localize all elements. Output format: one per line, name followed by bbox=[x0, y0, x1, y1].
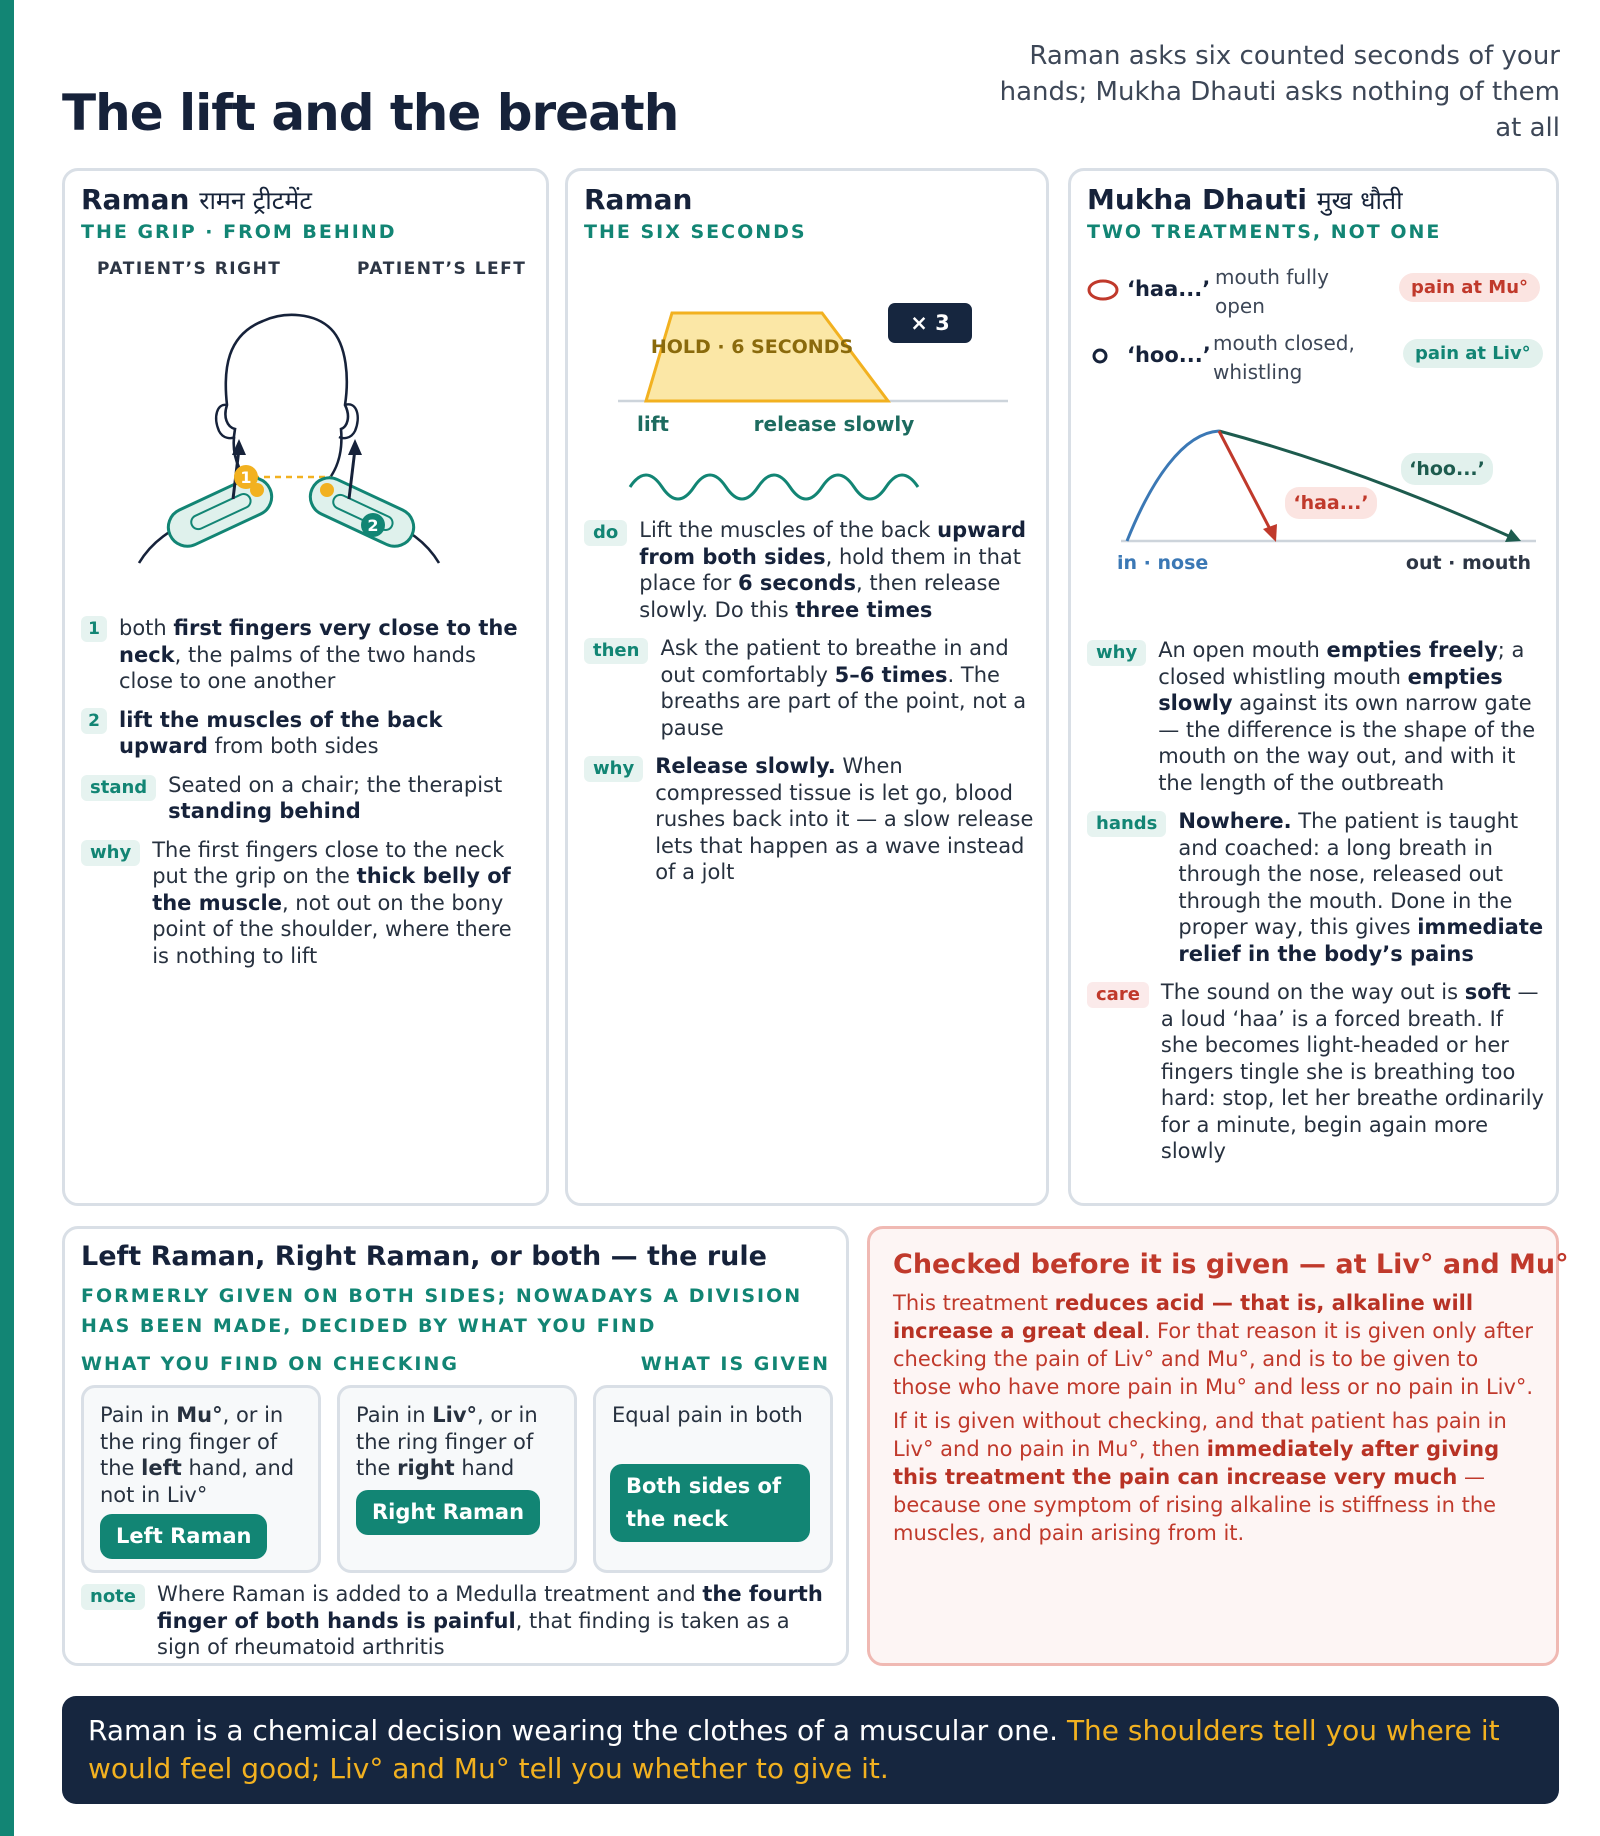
lift-label: lift bbox=[637, 412, 669, 436]
item-text: both first fingers very close to the neck, the palms of the two hands close to one another bbox=[119, 616, 518, 693]
col-label-finding: WHAT YOU FIND ON CHECKING bbox=[81, 1353, 460, 1375]
item-tag: stand bbox=[81, 775, 156, 801]
item-text: The sound on the way out is soft — a loud ‘haa’ is a forced breath. If she becomes light-headed or her fingers tingle she is breathing too hard: stop, let her breathe ordinarily for a minute, begin again more slowly bbox=[1160, 980, 1544, 1163]
given-left-raman: Left Raman bbox=[100, 1514, 267, 1559]
item-text: Lift the muscles of the back upward from both sides, hold them in that place for 6 seconds, then release slowly. Do this three times bbox=[639, 518, 1027, 622]
note-tag: note bbox=[81, 1584, 145, 1610]
item-text: Nowhere. The patient is taught and coached: a long breath in through the nose, released out through the mouth. Done in the proper way, this gives immediate relief in the body’s pains bbox=[1178, 809, 1544, 966]
lift-arrowhead-left bbox=[348, 439, 362, 455]
item-text: The first fingers close to the neck put the grip on the thick belly of the muscle, not out on the bony point of the shoulder, where there is nothing to lift bbox=[152, 837, 512, 968]
pill-pain-liv: pain at Liv° bbox=[1403, 339, 1543, 368]
col-label-given: WHAT IS GIVEN bbox=[640, 1353, 830, 1375]
intro-text: Raman asks six counted seconds of your hands; Mukha Dhauti asks nothing of them at all bbox=[999, 41, 1560, 143]
card-kicker: THE GRIP · FROM BEHIND bbox=[81, 221, 397, 243]
card-checked-warning bbox=[867, 1226, 1569, 1666]
given-both-sides: Both sides of the neck bbox=[610, 1464, 810, 1542]
step-number: 1 bbox=[81, 616, 107, 642]
card-kicker: THE SIX SECONDS bbox=[584, 221, 807, 243]
hoo-label: ‘hoo...’ bbox=[1409, 458, 1485, 480]
grip-diagram bbox=[135, 299, 475, 569]
breath-wave bbox=[630, 475, 918, 499]
breath-graph bbox=[1111, 421, 1551, 591]
pill-pain-mu: pain at Mu° bbox=[1399, 273, 1540, 302]
hold-timing-diagram bbox=[608, 281, 1028, 511]
sound-haa: ‘haa...’ bbox=[1127, 277, 1211, 301]
grip-steps bbox=[81, 615, 526, 981]
list-item bbox=[584, 517, 1036, 623]
accent-rail bbox=[0, 0, 14, 1836]
card-mukha-dhauti bbox=[1068, 168, 1559, 1206]
hold-label: HOLD · 6 SECONDS bbox=[650, 336, 854, 358]
card-title-text: Mukha Dhauti bbox=[1087, 183, 1307, 216]
list-item bbox=[1087, 808, 1547, 967]
mukha-dhauti-notes bbox=[1087, 637, 1547, 1177]
open-mouth-icon bbox=[1087, 279, 1121, 301]
list-item bbox=[584, 753, 1036, 886]
haa-outbreath-line bbox=[1219, 431, 1271, 531]
sound-haa-desc: mouth fully open bbox=[1215, 265, 1329, 318]
rule-note bbox=[81, 1581, 831, 1661]
sound-hoo: ‘hoo...’ bbox=[1127, 343, 1211, 367]
list-item bbox=[584, 635, 1036, 741]
card-title-hindi: मुख धौती bbox=[1316, 186, 1403, 215]
item-tag: then bbox=[584, 638, 648, 664]
sound-hoo-desc: mouth closed, whistling bbox=[1213, 331, 1355, 384]
closed-mouth-icon bbox=[1087, 345, 1121, 367]
card-rule bbox=[62, 1226, 849, 1666]
hand-right bbox=[162, 472, 278, 553]
marker-2: 2 bbox=[367, 516, 379, 535]
list-item bbox=[81, 707, 526, 760]
list-item bbox=[81, 772, 526, 825]
banner-text: Raman is a chemical decision wearing the clothes of a muscular one. bbox=[88, 1714, 1059, 1747]
list-item bbox=[81, 837, 526, 970]
step-number: 2 bbox=[81, 708, 107, 734]
rule-box-both bbox=[593, 1385, 833, 1573]
card-raman-seconds bbox=[565, 168, 1049, 1206]
out-mouth-label: out · mouth bbox=[1405, 552, 1531, 574]
warning-paragraph-1: This treatment reduces acid — that is, alkaline will increase a great deal. For that reason it is given only after checking the pain of Liv° and Mu°, and is to be given to those who have more pain in Mu° and less or no pain in Liv°. bbox=[893, 1291, 1534, 1399]
times-badge: × 3 bbox=[910, 311, 950, 335]
item-tag: do bbox=[584, 520, 627, 546]
rule-box-left bbox=[81, 1385, 321, 1573]
finding-text: Pain in Mu°, or in the ring finger of the left hand, and not in Liv° bbox=[100, 1403, 295, 1507]
seconds-steps bbox=[584, 517, 1036, 898]
item-tag: why bbox=[584, 756, 643, 782]
note-text: Where Raman is added to a Medulla treatment and the fourth finger of both hands is painful, that finding is taken as a sign of rheumatoid arthritis bbox=[157, 1582, 823, 1659]
release-label: release slowly bbox=[753, 412, 915, 436]
haa-label: ‘haa...’ bbox=[1293, 492, 1369, 514]
card-title: Left Raman, Right Raman, or both — the rule bbox=[81, 1241, 767, 1272]
summary-banner bbox=[62, 1696, 1559, 1804]
item-text: Ask the patient to breathe in and out comfortably 5–6 times. The breaths are part of the point, not a pause bbox=[660, 636, 1027, 740]
rule-box-right bbox=[337, 1385, 577, 1573]
list-item bbox=[1087, 637, 1547, 796]
card-kicker: TWO TREATMENTS, NOT ONE bbox=[1087, 221, 1442, 243]
item-tag: care bbox=[1087, 982, 1149, 1008]
item-tag: hands bbox=[1087, 811, 1166, 837]
card-title-text: Raman bbox=[81, 183, 190, 216]
label-patient-left: PATIENT’S LEFT bbox=[357, 259, 527, 279]
card-title bbox=[81, 183, 312, 217]
inbreath-curve bbox=[1127, 431, 1219, 541]
marker-1: 1 bbox=[240, 468, 252, 487]
finding-text: Equal pain in both bbox=[612, 1403, 803, 1427]
warning-paragraph-2: If it is given without checking, and that patient has pain in Liv° and no pain in Mu°, then immediately after giving this treatment the pain can increase very much — because one symptom of rising alkaline is stiffness in the muscles, and pain arising from it. bbox=[893, 1409, 1507, 1545]
item-tag: why bbox=[1087, 640, 1146, 666]
card-title bbox=[1087, 183, 1403, 217]
item-text: lift the muscles of the back upward from both sides bbox=[119, 707, 443, 758]
item-text: Seated on a chair; the therapist standing behind bbox=[168, 772, 503, 823]
haa-arrowhead bbox=[1263, 524, 1277, 542]
card-title: Raman bbox=[584, 183, 693, 216]
fingertip-left bbox=[320, 483, 334, 497]
card-title: Checked before it is given — at Liv° and Mu° bbox=[893, 1249, 1569, 1280]
item-tag: why bbox=[81, 840, 140, 866]
label-patient-right: PATIENT’S RIGHT bbox=[97, 259, 282, 279]
finding-text: Pain in Liv°, or in the ring finger of the right hand bbox=[356, 1403, 538, 1480]
banner-highlight: The shoulders tell you where it would feel good; Liv° and Mu° tell you whether to give it. bbox=[88, 1714, 1500, 1785]
card-title-hindi: रामन ट्रीटमेंट bbox=[199, 186, 312, 215]
in-nose-label: in · nose bbox=[1117, 552, 1209, 574]
list-item bbox=[1087, 979, 1547, 1165]
list-item bbox=[81, 615, 526, 695]
hand-left bbox=[304, 472, 420, 553]
given-right-raman: Right Raman bbox=[356, 1490, 540, 1535]
card-kicker: FORMERLY GIVEN ON BOTH SIDES; NOWADAYS A DIVISION HAS BEEN MADE, DECIDED BY WHAT YOU FIND bbox=[81, 1285, 803, 1337]
item-text: An open mouth empties freely; a closed whistling mouth empties slowly against its own narrow gate — the difference is the shape of the mouth on the way out, and with it the length of the outbreath bbox=[1158, 638, 1536, 795]
card-raman-grip bbox=[62, 168, 549, 1206]
page-title: The lift and the breath bbox=[62, 84, 679, 142]
item-text: Release slowly. When compressed tissue is let go, blood rushes back into it — a slow release lets that happen as a wave instead of a jolt bbox=[655, 754, 1034, 884]
